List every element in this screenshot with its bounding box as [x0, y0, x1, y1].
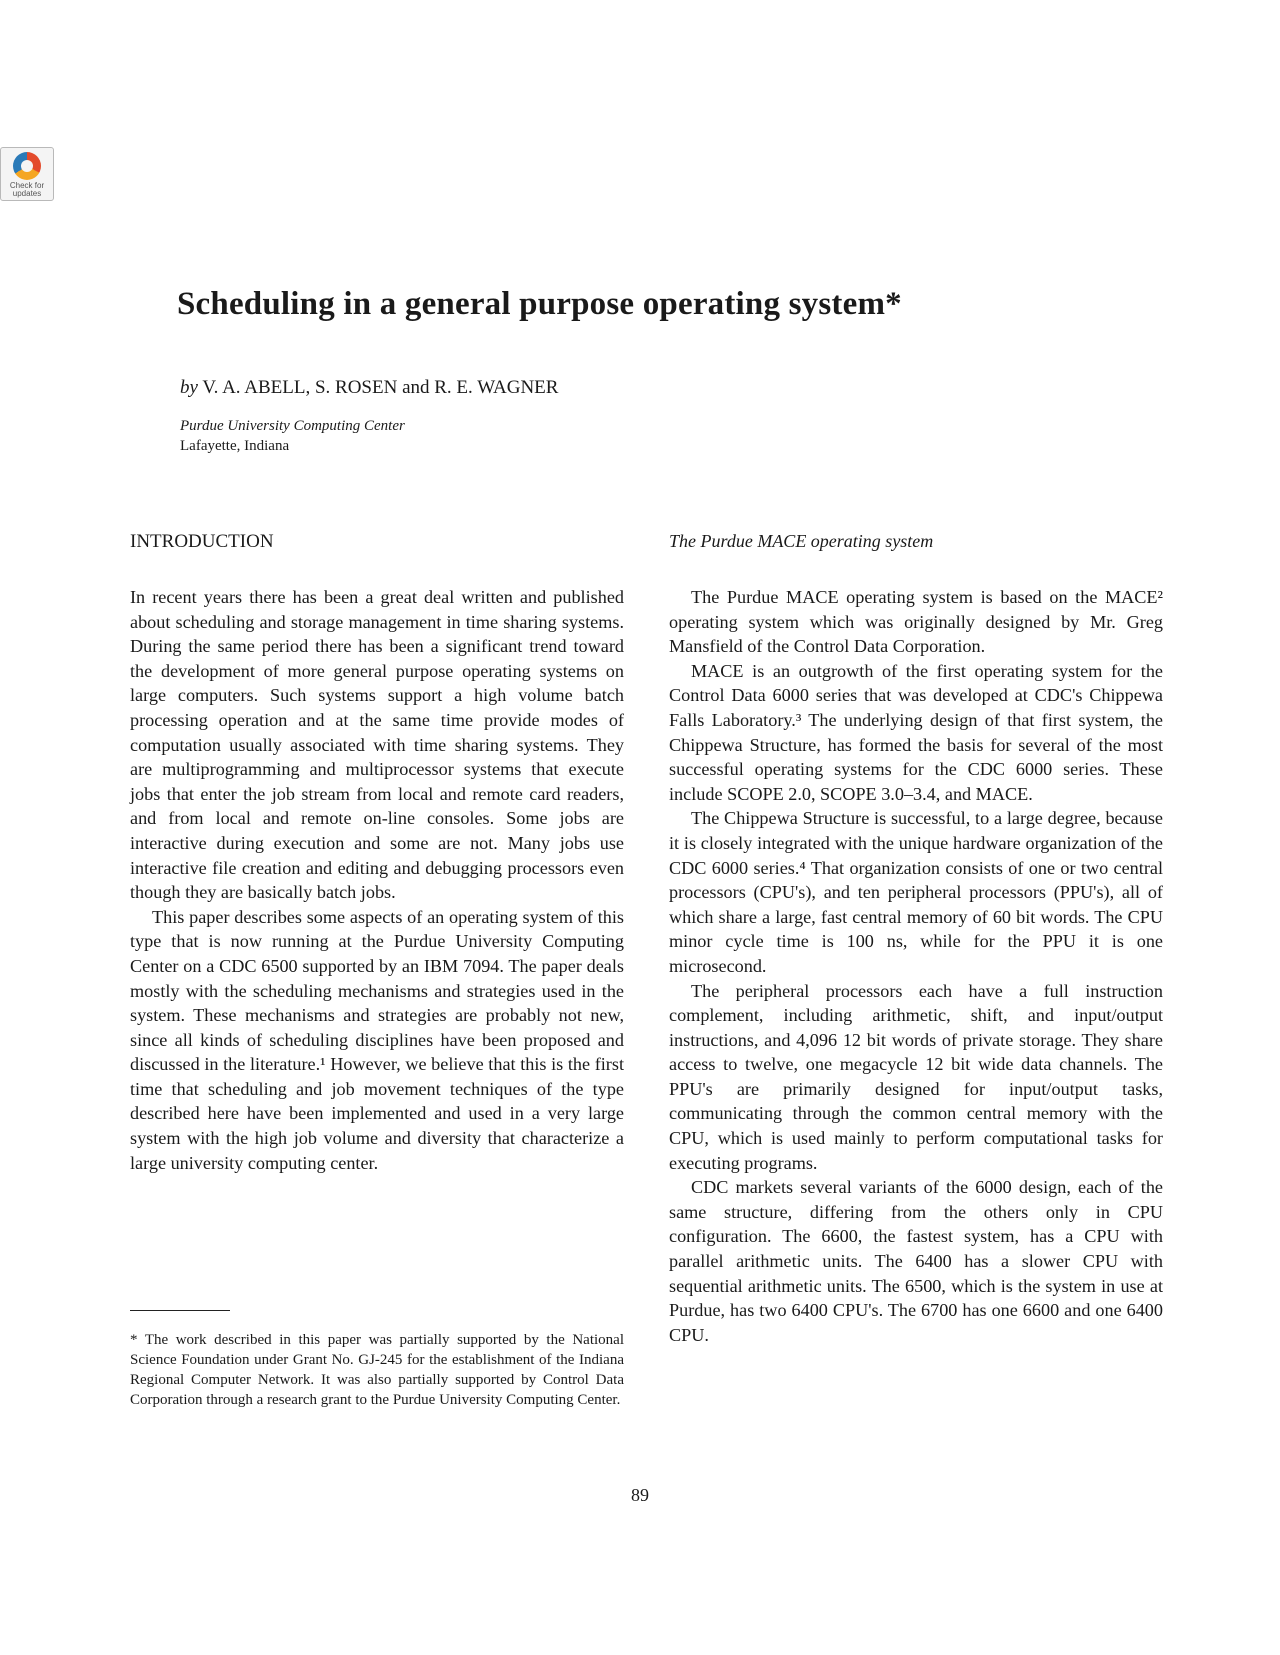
footnote: * The work described in this paper was partially supported by the National Science Foundation under Grant No. GJ-245 for the establishment of the Indiana Regional Computer Network. It was also partially supported by Control Data Corporation through a research grant to the Purdue University Computing Center.: [130, 1332, 624, 1408]
paragraph: CDC markets several variants of the 6000 design, each of the same structure, differing from the others only in CPU configuration. The 6600, the fastest system, has a CPU with parallel arithmetic units. The 6400 has a slower CPU with sequential arithmetic units. The 6500, which is the system in use at Purdue, has two 6400 CPU's. The 6700 has one 6600 and one 6400 CPU.: [669, 1177, 1163, 1345]
institution: Purdue University Computing Center: [180, 418, 405, 434]
affiliation: [180, 416, 405, 456]
paper-title: Scheduling in a general purpose operating system*: [177, 286, 902, 322]
section-heading-mace: The Purdue MACE operating system: [669, 531, 934, 551]
author-names: V. A. ABELL, S. ROSEN and R. E. WAGNER: [202, 377, 559, 398]
mace-body: [669, 585, 1163, 1347]
footnote-rule: [130, 1310, 230, 1311]
paragraph: The Purdue MACE operating system is based on the MACE² operating system which was originally designed by Mr. Greg Mansfield of the Control Data Corporation.: [669, 587, 1163, 657]
paragraph: The Chippewa Structure is successful, to a large degree, because it is closely integrated with the unique hardware organization of the CDC 6000 series.⁴ That organization consists of one or two central processors (CPU's), and ten peripheral processors (PPU's), all of which share a large, fast central memory of 60 bit words. The CPU minor cycle time is 100 ns, while for the PPU it is one microsecond.: [669, 808, 1163, 976]
location: Lafayette, Indiana: [180, 438, 290, 454]
page-number: 89: [631, 1485, 649, 1505]
section-heading-introduction: INTRODUCTION: [130, 531, 274, 552]
by-label: by: [180, 377, 198, 398]
left-column: [130, 531, 624, 1175]
paragraph: MACE is an outgrowth of the first operating system for the Control Data 6000 series that was developed at CDC's Chippewa Falls Laboratory.³ The underlying design of that first system, the Chippewa Structure, has formed the basis for several of the most successful operating systems for the CDC 6000 series. These include SCOPE 2.0, SCOPE 3.0–3.4, and MACE.: [669, 660, 1163, 804]
paragraph: In recent years there has been a great deal written and published about scheduling and storage management in time sharing systems. During the same period there has been a significant trend toward the development of more general purpose operating systems on large computers. Such systems support a high volume batch processing operation and at the same time provide modes of computation usually associated with time sharing systems. They are multiprogramming and multiprocessor systems that execute jobs that enter the job stream from local and remote card readers, and from local and remote on-line consoles. Some jobs are interactive during execution and some are not. Many jobs use interactive file creation and editing and debugging processors even though they are basically batch jobs.: [130, 587, 624, 903]
introduction-body: [130, 585, 624, 1175]
paragraph: The peripheral processors each have a full instruction complement, including arithmetic, shift, and input/output instructions, and 4,096 12 bit words of private storage. They share access to twelve, one megacycle 12 bit wide data channels. The PPU's are primarily designed for input/output tasks, communicating through the common central memory with the CPU, which is used mainly to perform computational tasks for executing programs.: [669, 980, 1163, 1173]
paragraph: This paper describes some aspects of an operating system of this type that is now running at the Purdue University Computing Center on a CDC 6500 supported by an IBM 7094. The paper deals mostly with the scheduling mechanisms and strategies used in the system. These mechanisms and strategies are probably not new, since all kinds of scheduling disciplines have been proposed and discussed in the literature.¹ However, we believe that this is the first time that scheduling and job movement techniques of the type described here have been implemented and used in a very large system with the high job volume and diversity that characterize a large university computing center.: [130, 906, 624, 1173]
crossmark-icon: [13, 152, 41, 180]
badge-label: Check for updates: [9, 181, 45, 198]
check-for-updates-badge[interactable]: [0, 147, 54, 201]
right-column: [669, 531, 1163, 1347]
author-line: [180, 377, 558, 399]
